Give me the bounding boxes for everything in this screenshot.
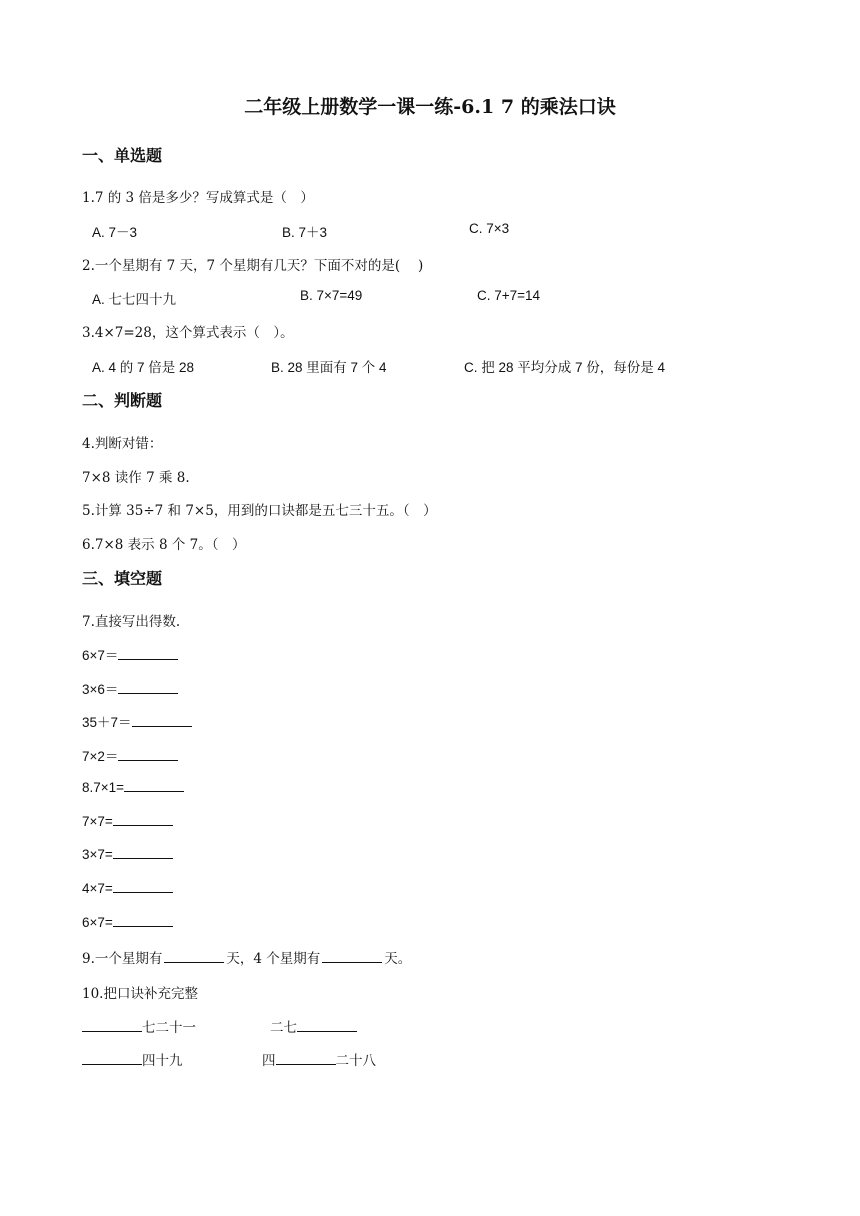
q8-item-5 xyxy=(82,914,173,930)
question-2-text: 2.一个星期有 7 天，7 个星期有几天？下面不对的是( ) xyxy=(82,258,424,274)
q7-item-1-expr: 6×7＝ xyxy=(82,648,119,663)
section-heading-fill-blank: 三、填空题 xyxy=(82,569,163,588)
question-4-line-1: 4.判断对错： xyxy=(82,436,163,452)
q7-item-4 xyxy=(82,745,178,765)
q3-option-b: B. 28 里面有 7 个 4 xyxy=(271,360,387,375)
q10-row-2 xyxy=(82,1049,482,1069)
q1-option-b: B. 7＋3 xyxy=(282,225,328,240)
q8-item-5-expr: 6×7= xyxy=(82,915,113,930)
question-3-text: 3.4×7=28，这个算式表示（ ）。 xyxy=(82,325,294,341)
q10-row-1-left-text: 七二十一 xyxy=(142,1020,196,1036)
q8-item-1-expr: 8.7×1= xyxy=(82,780,125,795)
q7-item-2-expr: 3×6＝ xyxy=(82,682,119,697)
q10-row-2-right-post: 二十八 xyxy=(335,1053,376,1069)
section-heading-true-false: 二、判断题 xyxy=(82,391,163,410)
answer-blank[interactable] xyxy=(276,1052,336,1065)
question-5-text: 5.计算 35÷7 和 7×5，用到的口诀都是五七三十五。（ ） xyxy=(82,503,437,519)
q9-part-3: 天。 xyxy=(384,951,412,967)
answer-blank[interactable] xyxy=(113,846,173,859)
q10-row-2-right-pre: 四 xyxy=(262,1053,276,1069)
page-title: 二年级上册数学一课一练-6.1 7 的乘法口诀 xyxy=(244,96,616,118)
question-1-options xyxy=(92,221,792,241)
q8-item-4-expr: 4×7= xyxy=(82,881,113,896)
question-7-title: 7.直接写出得数. xyxy=(82,614,181,630)
answer-blank[interactable] xyxy=(82,1052,142,1065)
answer-blank[interactable] xyxy=(164,950,224,963)
q2-option-a: A. 七七四十九 xyxy=(92,292,177,307)
q8-item-1 xyxy=(82,779,184,795)
answer-blank[interactable] xyxy=(113,914,173,927)
answer-blank[interactable] xyxy=(124,779,184,792)
q3-option-a: A. 4 的 7 倍是 28 xyxy=(92,360,195,375)
q8-item-3-expr: 3×7= xyxy=(82,847,113,862)
question-10-title: 10.把口诀补充完整 xyxy=(82,986,198,1002)
question-6-text: 6.7×8 表示 8 个 7。（ ） xyxy=(82,537,246,553)
q9-part-1: 9.一个星期有 xyxy=(82,951,163,967)
q9-part-2: 天，4 个星期有 xyxy=(226,951,321,967)
question-9 xyxy=(82,947,411,967)
q2-option-b: B. 7×7=49 xyxy=(300,288,363,303)
answer-blank[interactable] xyxy=(82,1019,142,1032)
question-4-line-2: 7×8 读作 7 乘 8. xyxy=(82,470,190,486)
q3-option-c: C. 把 28 平均分成 7 份，每份是 4 xyxy=(464,360,666,375)
q7-item-3-expr: 35＋7＝ xyxy=(82,715,132,730)
q1-option-c: C. 7×3 xyxy=(469,221,510,236)
answer-blank[interactable] xyxy=(118,748,178,761)
q10-row-2-left-text: 四十九 xyxy=(142,1053,183,1069)
q8-item-3 xyxy=(82,846,173,862)
question-3-options xyxy=(92,356,792,376)
q7-item-1 xyxy=(82,644,178,664)
q10-row-1-right-text: 二七 xyxy=(270,1020,297,1036)
q8-item-2-expr: 7×7= xyxy=(82,814,113,829)
q8-item-4 xyxy=(82,880,173,896)
section-heading-single-choice: 一、单选题 xyxy=(82,146,163,165)
q1-option-a: A. 7－3 xyxy=(92,225,138,240)
q2-option-c: C. 7+7=14 xyxy=(477,288,541,303)
answer-blank[interactable] xyxy=(113,813,173,826)
q7-item-4-expr: 7×2＝ xyxy=(82,749,119,764)
q10-row-1-left xyxy=(82,1016,196,1036)
answer-blank[interactable] xyxy=(113,880,173,893)
answer-blank[interactable] xyxy=(297,1019,357,1032)
question-1-text: 1.7 的 3 倍是多少？写成算式是（ ） xyxy=(82,190,314,206)
answer-blank[interactable] xyxy=(132,714,192,727)
answer-blank[interactable] xyxy=(118,647,178,660)
q10-row-2-left xyxy=(82,1049,183,1069)
q8-item-2 xyxy=(82,813,173,829)
answer-blank[interactable] xyxy=(322,950,382,963)
q7-item-2 xyxy=(82,678,178,698)
q10-row-2-right xyxy=(262,1049,376,1069)
q7-item-3 xyxy=(82,711,192,731)
q10-row-1-right xyxy=(270,1016,357,1036)
answer-blank[interactable] xyxy=(118,681,178,694)
question-2-options xyxy=(92,288,792,308)
q10-row-1 xyxy=(82,1016,482,1036)
